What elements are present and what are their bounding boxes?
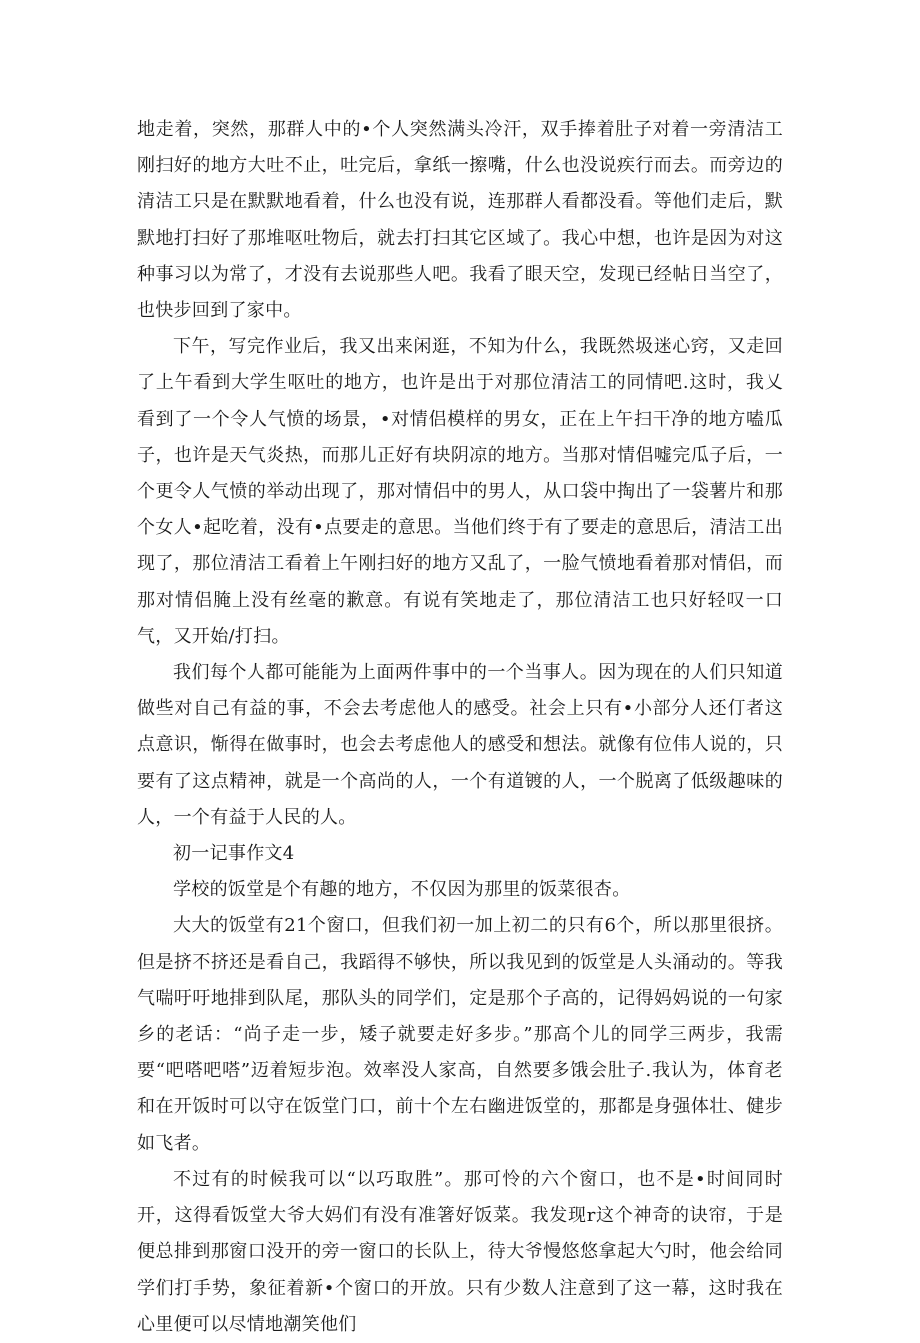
paragraph-6: 不过有的时候我可以“以巧取胜”。那可怜的六个窗口，也不是•时间同时开，这得看饭堂大爷大妈们有没有准箸好饭菜。我发现r这个神奇的诀帘，于是便总排到那窗口没开的旁一窗口的长队上，待大爷慢悠悠拿起大勺时，他会给同学们打手势，象征着新•个窗口的开放。只有少数人注意到了这一幕，这时我在心里便可以尽情地潮笑他们 [137, 1168, 783, 1335]
paragraph-3: 我们每个人都可能能为上面两件事中的一个当事人。因为现在的人们只知道做些对自己有益的事，不会去考虑他人的感受。社会上只有•小部分人还仃者这点意识，惭得在做事时，也会去考虑他人的感受和想法。就像有位伟人说的，只要有了这点精神，就是一个高尚的人，一个有道镀的人，一个脱离了低级趣味的人，一个有益于人民的人。 [137, 662, 783, 828]
document-body [137, 112, 783, 1343]
paragraph-5: 大大的饭堂有21个窗口，但我们初一加上初二的只有6个，所以那里很挤。但是挤不挤还是看自己，我蹈得不够快，所以我见到的饭堂是人头涌动的。等我气喘吁吁地排到队尾，那队头的同学们，定是那个子高的，记得妈妈说的一句家乡的老话：“尚子走一步，矮子就要走好多步。”那高个儿的同学三两步，我需要“吧嗒吧嗒”迈着短步泡。效率没人家高，自然要多饿会肚子.我认为，体育老和在开饭时可以守在饭堂门口，前十个左右幽进饭堂的，那都是身强体壮、健步如飞者。 [137, 915, 783, 1154]
paragraph-2: 下午，写完作业后，我又出来闲逛，不知为什么，我既然圾迷心窍，又走回了上午看到大学生呕吐的地方，也许是出于对那位清洁工的同情吧.这时，我乂看到了一个令人气愤的场景，•对情侣模样的男女，正在上午扫干净的地方嗑瓜子，也许是天气炎热，而那儿正好有块阴凉的地方。当那对情侣嘘完瓜子后，一个更令人气愤的举动出现了，那对情侣中的男人，从口袋中掏出了一袋薯片和那个女人•起吃着，没有•点要走的意思。当他们终于有了要走的意思后，清洁工出现了，那位清洁工看着上午刚扫好的地方又乱了，一脸气愤地看着那对情侣，而那对情侣腌上没有丝毫的歉意。有说有笑地走了，那位清洁工也只好轻叹一口气，又开始/打扫。 [137, 336, 783, 647]
paragraph-4: 学校的饭堂是个有趣的地方，不仅因为那里的饭菜很杏。 [173, 879, 631, 901]
paragraph-1: 地走着，突然，那群人中的•个人突然满头冷汗，双手捧着肚子对着一旁清洁工刚扫好的地方大吐不止，吐完后，拿纸一擦嘴，什么也没说疾行而去。而旁边的清洁工只是在默默地看着，什么也没有说，连那群人看都没看。等他们走后，默默地打扫好了那堆呕吐物后，就去打扫其它区域了。我心中想，也许是因为对这种事习以为常了，才没有去说那些人吧。我看了眼天空，发现已经帖日当空了，也快步回到了家中。 [137, 119, 783, 322]
section-heading: 初一记事作文4 [173, 843, 295, 865]
